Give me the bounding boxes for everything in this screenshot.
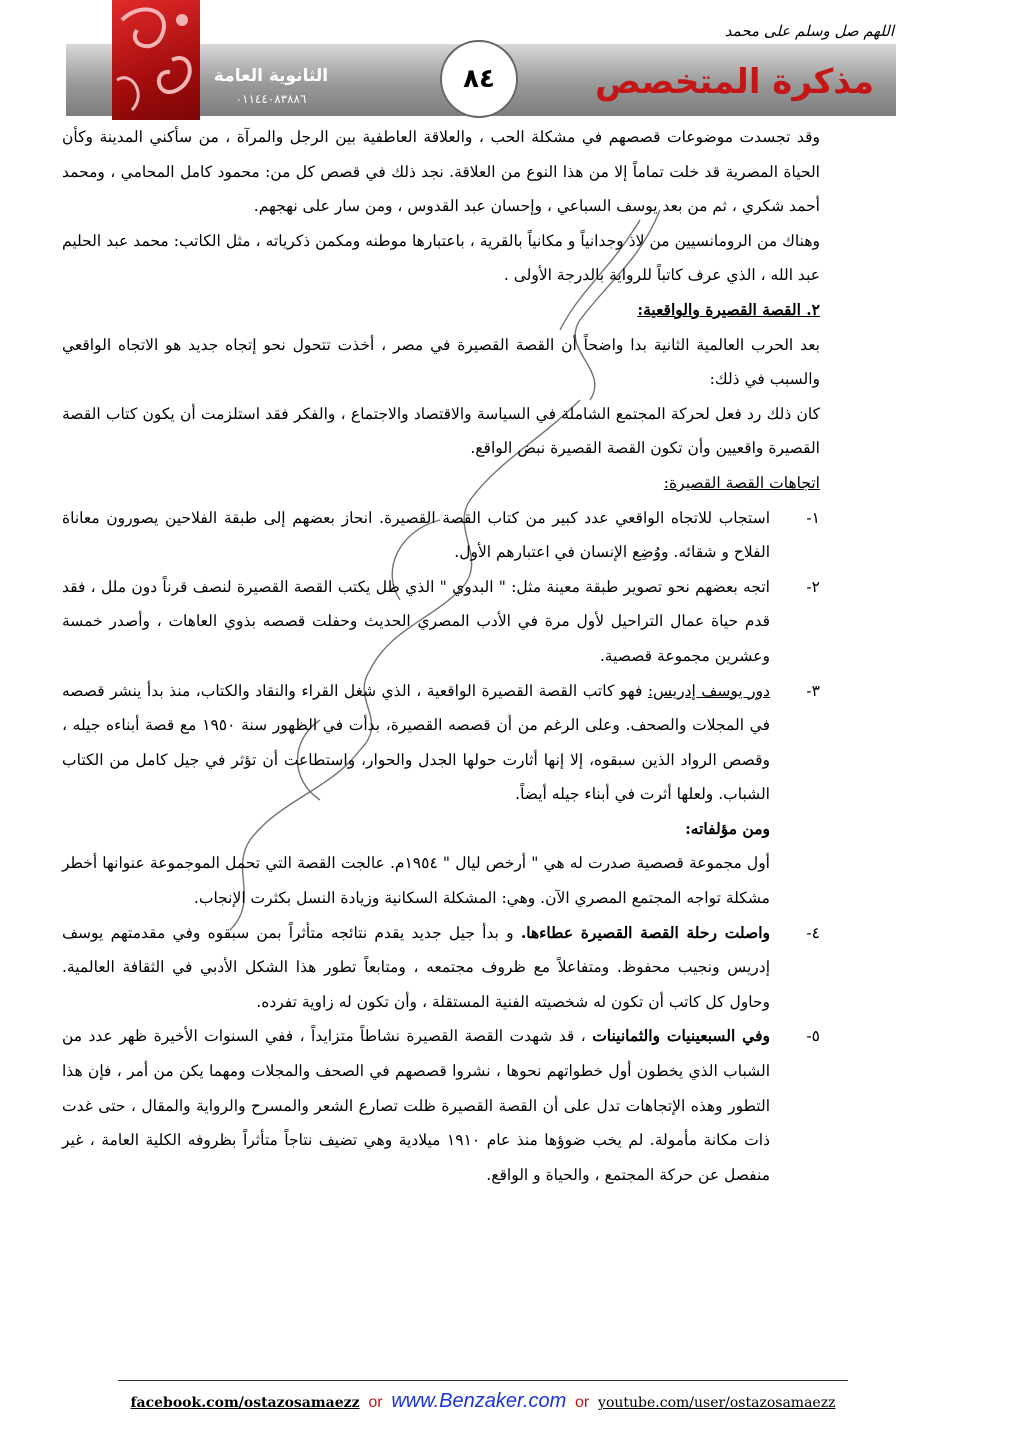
list-body: استجاب للاتجاه الواقعي عدد كبير من كتاب القصة القصيرة. انحاز بعضهم إلى طبقة الفلاحين يصورون معاناة الفلاح و شقائه. ووُضِع الإنسان في اعتبارهم الأول. bbox=[62, 508, 770, 562]
list-number: ٣- bbox=[806, 681, 820, 700]
footer-divider bbox=[118, 1380, 848, 1381]
list-number: ١- bbox=[806, 508, 820, 527]
school-name: الثانوية العامة bbox=[213, 66, 329, 86]
footer-or-2: or bbox=[575, 1394, 590, 1411]
school-logo bbox=[112, 0, 200, 120]
phone-number: ٠١١٤٤٠٨٣٨٨٦ bbox=[235, 92, 307, 106]
page-content bbox=[62, 120, 820, 1192]
list-body: ، قد شهدت القصة القصيرة نشاطاً متزايداً ، ففي السنوات الأخيرة ظهر عدد من الشباب الذي يخطون أول خطواتهم نحوها ، نشروا قصصهم في الصحف والمجلات ومهما يكن من أمر ، فإن هذا التطور وهذه الإتجاهات تدل على أن القصة القصيرة ظلت تصارع الشعر والمسرح والرواية والمقال ، حتى غدت ذات مكانة مأمولة. لم يخب ضوؤها منذ عام ١٩١٠ ميلادية وهي تضيف نتاجاً متأثراً بظروفه الكلية العامة ، غير منفصل عن حركة المجتمع ، والحياة و الواقع. bbox=[62, 1027, 770, 1184]
footer-or-1: or bbox=[368, 1394, 383, 1411]
list-text bbox=[62, 501, 770, 570]
list-text bbox=[62, 570, 770, 674]
list-lead: وفي السبعينيات والثمانينات bbox=[592, 1026, 770, 1046]
list-body: فهو كاتب القصة القصيرة الواقعية ، الذي شغل القراء والنقاد والكتاب، منذ بدأ ينشر قصصه في المجلات والصحف. وعلى الرغم من أن قصصه القصيرة، بدأت في الظهور سنة ١٩٥٠ مع قصة أبناءه جيله ، وقصص الرواد الذين سبقوه، إلا إنها أثارت حولها الجدل والحوار، واستطاعت أن تؤثر في جيل كامل من الكتاب الشباب. ولعلها أثرت في أبناء جيله أيضاً. bbox=[62, 681, 770, 804]
section-heading-realism: ٢. القصة القصيرة والواقعية: bbox=[637, 299, 820, 319]
youtube-link[interactable]: youtube.com/user/ostazosamaezz bbox=[598, 1395, 836, 1411]
list-number: ٢- bbox=[806, 577, 820, 596]
list-lead: دور يوسف إدريس: bbox=[647, 681, 770, 700]
benzaker-link[interactable]: www.Benzaker.com bbox=[391, 1390, 567, 1412]
works-heading bbox=[62, 812, 820, 847]
facebook-link[interactable]: facebook.com/ostazosamaezz bbox=[130, 1395, 360, 1411]
logo-ornament-icon bbox=[112, 0, 200, 120]
list-text bbox=[62, 1019, 770, 1192]
paragraph-romantic-themes: وقد تجسدت موضوعات قصصهم في مشكلة الحب ، والعلاقة العاطفية بين الرجل والمرآة ، من سأكني المدينة وكأن الحياة المصرية قد خلت تماماً إلا من هذا النوع من العلاقة. نجد ذلك في قصص كل من: محمود كامل المحامي ، ومحمد أحمد شكري ، ثم من بعد يوسف السباعي ، وإحسان عبد القدوس ، ومن سار على نهجهم. bbox=[62, 128, 820, 216]
list-item bbox=[62, 570, 820, 674]
list-text bbox=[62, 674, 770, 812]
list-item bbox=[62, 916, 820, 1020]
trends-heading: اتجاهات القصة القصيرة: bbox=[663, 473, 820, 492]
list-item bbox=[62, 501, 820, 570]
header-prayer: اللهم صل وسلم على محمد bbox=[724, 22, 894, 40]
page-header bbox=[0, 0, 1024, 120]
paragraph-works: أول مجموعة قصصية صدرت له هي " أرخص ليال " ١٩٥٤م. عالجت القصة التي تحمل الموجموعة عنوانها أخطر مشكلة تواجه المجتمع المصري الآن. وهي: المشكلة السكانية وزيادة النسل بكثرت الإنجاب. bbox=[62, 854, 770, 908]
works-heading-text: ومن مؤلفاته: bbox=[685, 818, 770, 838]
list-item bbox=[62, 1019, 820, 1192]
list-body: اتجه بعضهم نحو تصوير طبقة معينة مثل: " البدوي " الذي ظل يكتب القصة القصيرة لنصف قرناً دون ملل ، فقد قدم حياة عمال التراحيل لأول مرة في الأدب المصري الحديث وحفلت قصصه بذوي العاهات ، وأصدر خمسة وعشرين مجموعة قصصية. bbox=[62, 577, 770, 665]
list-text bbox=[62, 916, 770, 1020]
paragraph-reaction: كان ذلك رد فعل لحركة المجتمع الشاملة في السياسة والاقتصاد والاجتماع ، والفكر فقد استلزمت أن يكون كتاب القصة القصيرة واقعيين وأن تكون القصة القصيرة نبض الواقع. bbox=[62, 404, 820, 458]
list-body: و بدأ جيل جديد يقدم نتائجه متأثراً بمن سبقوه وفي مقدمتهم يوسف إدريس ونجيب محفوظ. ومتفاعلاً مع ظروف مجتمعه ، ومتابعاً تطور هذا الشكل الأدبي في الثقافة العالمية. وحاول كل كاتب أن تكون له شخصيته الفنية المستقلة ، وأن تكون له زاوية تفرده. bbox=[62, 923, 771, 1011]
paragraph-village-romantics: وهناك من الرومانسيين من لاذ وجدانياً و مكانياً بالقرية ، باعتبارها موطنه ومكمن ذكرياته ، مثل الكاتب: محمد عبد الحليم عبد الله ، الذي عرف كاتباً للرواية بالدرجة الأولى . bbox=[62, 231, 820, 285]
list-number: ٥- bbox=[806, 1027, 820, 1046]
page-footer bbox=[118, 1390, 848, 1413]
paragraph-post-war: بعد الحرب العالمية الثانية بدا واضحاً أن القصة القصيرة في مصر ، أخذت تتحول نحو إتجاه جديد هو الاتجاه الواقعي والسبب في ذلك: bbox=[62, 335, 820, 389]
list-number: ٤- bbox=[806, 923, 820, 942]
list-item bbox=[62, 674, 820, 812]
list-lead: واصلت رحلة القصة القصيرة عطاءها. bbox=[520, 922, 770, 942]
page-number: ٨٤ bbox=[440, 40, 518, 118]
brand-title: مذكرة المتخصص bbox=[594, 62, 874, 102]
